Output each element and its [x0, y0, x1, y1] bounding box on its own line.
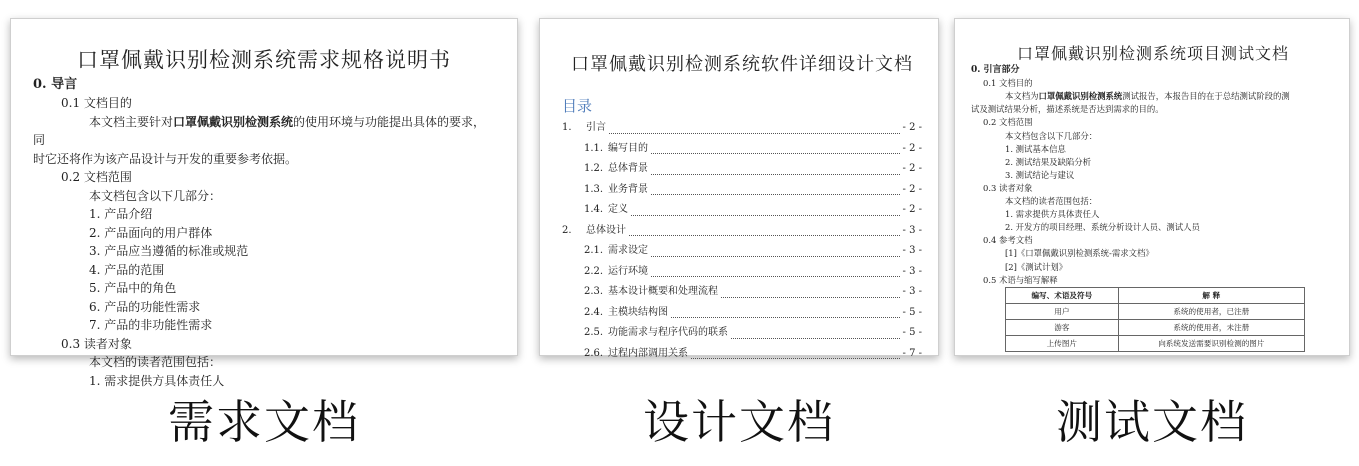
toc-entry[interactable]: [562, 221, 922, 242]
terms-table: [1005, 287, 1305, 352]
toc-number: 1.1.: [584, 142, 604, 154]
subsection-heading: 0.4 参考文档: [983, 235, 1033, 246]
table-header-row: [1006, 287, 1305, 303]
toc-leader-dots: [691, 358, 900, 359]
toc-page-number: - 2 -: [902, 142, 922, 154]
toc-heading: 目录: [562, 96, 593, 115]
toc-entry[interactable]: [562, 282, 922, 303]
toc-leader-dots: [651, 194, 900, 195]
toc-page-number: - 3 -: [902, 265, 922, 277]
toc-leader-dots: [651, 276, 900, 277]
toc-text: 定义: [608, 204, 628, 215]
toc-entry[interactable]: [562, 180, 922, 201]
toc-text: 总体设计: [586, 224, 626, 236]
toc-entry[interactable]: [562, 262, 922, 283]
subsection-heading: 0.1 文档目的: [61, 96, 132, 110]
list-item: 1. 需求提供方具体责任人: [89, 373, 225, 388]
toc-number: 2.3.: [584, 286, 604, 297]
list-item: 5. 产品中的角色: [89, 281, 177, 295]
design-doc-thumbnail[interactable]: [539, 18, 939, 359]
toc-number: 2.6.: [584, 347, 604, 359]
list-item: 1. 测试基本信息: [1005, 143, 1066, 154]
toc-text: 引言: [586, 122, 606, 133]
paragraph: 本文档包含以下几部分：: [89, 188, 222, 203]
reference-item: [2]《测试计划》: [1005, 261, 1068, 272]
toc-text: 主模块结构图: [608, 306, 668, 318]
toc-entry[interactable]: [562, 139, 922, 160]
toc-entry[interactable]: [562, 323, 922, 344]
paragraph: 本文档包含以下几部分：: [1005, 130, 1098, 141]
toc-text: 业务背景: [608, 183, 648, 195]
list-item: 4. 产品的范围: [89, 262, 165, 277]
toc-text: 编写目的: [608, 142, 648, 154]
table-cell: 系统的使用者，已注册: [1118, 303, 1304, 319]
list-item: 7. 产品的非功能性需求: [89, 318, 213, 332]
toc-number: 1.: [562, 122, 572, 133]
toc-text: 运行环境: [608, 265, 648, 277]
toc-page-number: - 7 -: [902, 347, 922, 359]
toc-page-number: - 5 -: [902, 306, 922, 318]
toc-leader-dots: [609, 133, 900, 134]
table-cell: 系统的使用者，未注册: [1118, 319, 1304, 335]
toc-leader-dots: [651, 256, 900, 257]
toc-number: 2.4.: [584, 306, 604, 318]
subsection-heading: 0.3 读者对象: [61, 336, 132, 351]
toc-entry[interactable]: [562, 159, 922, 180]
list-item: 2. 开发方的项目经理、系统分析设计人员、测试人员: [1005, 222, 1200, 233]
table-row: [1006, 335, 1305, 351]
list-item: 2. 测试结果及缺陷分析: [1005, 156, 1092, 167]
bold-text: 口罩佩戴识别检测系统: [1038, 91, 1123, 102]
requirements-doc-thumbnail[interactable]: [10, 18, 518, 388]
toc-leader-dots: [631, 215, 900, 216]
table-cell: 向系统发送需要识别检测的图片: [1118, 335, 1304, 351]
toc-number: 2.5.: [584, 327, 604, 338]
table-cell: 游客: [1006, 319, 1119, 335]
test-doc-thumbnail[interactable]: [954, 18, 1350, 356]
text: 本文档为: [1005, 91, 1039, 102]
table-header: 解 释: [1118, 287, 1304, 303]
list-item: 6. 产品的功能性需求: [89, 299, 201, 314]
toc-number: 1.3.: [584, 183, 604, 195]
section-heading: 0. 导言: [33, 76, 78, 92]
paragraph: [33, 113, 495, 150]
toc-number: 1.2.: [584, 163, 604, 174]
table-cell: 用户: [1006, 303, 1119, 319]
toc-page-number: - 3 -: [902, 224, 922, 236]
bold-text: 口罩佩戴识别检测系统: [173, 114, 294, 129]
toc-leader-dots: [721, 297, 900, 298]
toc-leader-dots: [651, 153, 900, 154]
toc-leader-dots: [629, 235, 900, 236]
toc-number: 1.4.: [584, 204, 604, 215]
table-row: [1006, 319, 1305, 335]
section-heading: 0. 引言部分: [971, 65, 1020, 76]
toc-number: 2.: [562, 224, 572, 236]
list-item: 3. 产品应当遵循的标准或规范: [89, 244, 249, 258]
test-doc-caption: 测试文档: [1056, 395, 1248, 449]
doc-title: 口罩佩戴识别检测系统软件详细设计文档: [571, 54, 913, 75]
subsection-heading: 0.1 文档目的: [983, 78, 1033, 89]
toc-page-number: - 2 -: [902, 204, 922, 215]
toc-page-number: - 3 -: [902, 286, 922, 297]
toc-page-number: - 2 -: [902, 163, 922, 174]
toc-text: 过程内部调用关系: [608, 347, 688, 359]
list-item: 3. 测试结论与建议: [1005, 169, 1075, 180]
paragraph: 本文档的读者范围包括：: [89, 355, 222, 369]
toc-page-number: - 3 -: [902, 245, 922, 256]
text: 测试报告，本报告目的在于总结测试阶段的测: [1122, 91, 1290, 102]
toc-entry[interactable]: [562, 200, 922, 221]
doc-title: 口罩佩戴识别检测系统项目测试文档: [1016, 44, 1289, 63]
toc-leader-dots: [671, 317, 900, 318]
toc-text: 需求设定: [608, 245, 648, 256]
doc-title: 口罩佩戴识别检测系统需求规格说明书: [77, 48, 451, 72]
list-item: 1. 产品介绍: [89, 207, 153, 221]
toc-page-number: - 2 -: [902, 183, 922, 195]
table-row: [1006, 303, 1305, 319]
toc-leader-dots: [651, 174, 900, 175]
toc-entry[interactable]: [562, 344, 922, 365]
toc-page-number: - 5 -: [902, 327, 922, 338]
table-header: 编写、术语及符号: [1006, 287, 1119, 303]
text: 的使用环境与功能提出具体的要求，同: [33, 114, 486, 147]
toc-leader-dots: [731, 338, 900, 339]
table-of-contents: [562, 118, 922, 364]
paragraph: 试及测试结果分析，描述系统是否达到需求的目的。: [971, 104, 1164, 115]
subsection-heading: 0.3 读者对象: [983, 182, 1033, 193]
toc-entry[interactable]: [562, 118, 922, 139]
list-item: 2. 产品面向的用户群体: [89, 225, 213, 240]
requirements-doc-caption: 需求文档: [168, 395, 360, 449]
toc-entry[interactable]: [562, 241, 922, 262]
design-doc-caption: 设计文档: [643, 395, 835, 449]
toc-text: 功能需求与程序代码的联系: [608, 327, 728, 338]
toc-number: 2.2.: [584, 265, 604, 277]
toc-page-number: - 2 -: [902, 122, 922, 133]
toc-number: 2.1.: [584, 245, 604, 256]
table-cell: 上传图片: [1006, 335, 1119, 351]
toc-text: 总体背景: [608, 163, 648, 174]
paragraph: [971, 90, 1335, 103]
toc-entry[interactable]: [562, 303, 922, 324]
toc-text: 基本设计概要和处理流程: [608, 286, 718, 297]
list-item: 1. 需求提供方具体责任人: [1005, 209, 1100, 220]
paragraph: 本文档的读者范围包括：: [1005, 196, 1098, 207]
reference-item: [1]《口罩佩戴识别检测系统-需求文档》: [1005, 248, 1154, 259]
subsection-heading: 0.2 文档范围: [61, 170, 132, 184]
paragraph: 时它还将作为该产品设计与开发的重要参考依据。: [33, 151, 298, 166]
subsection-heading: 0.5 术语与缩写解释: [983, 274, 1058, 285]
subsection-heading: 0.2 文档范围: [983, 117, 1033, 128]
text: 本文档主要针对: [89, 114, 174, 129]
